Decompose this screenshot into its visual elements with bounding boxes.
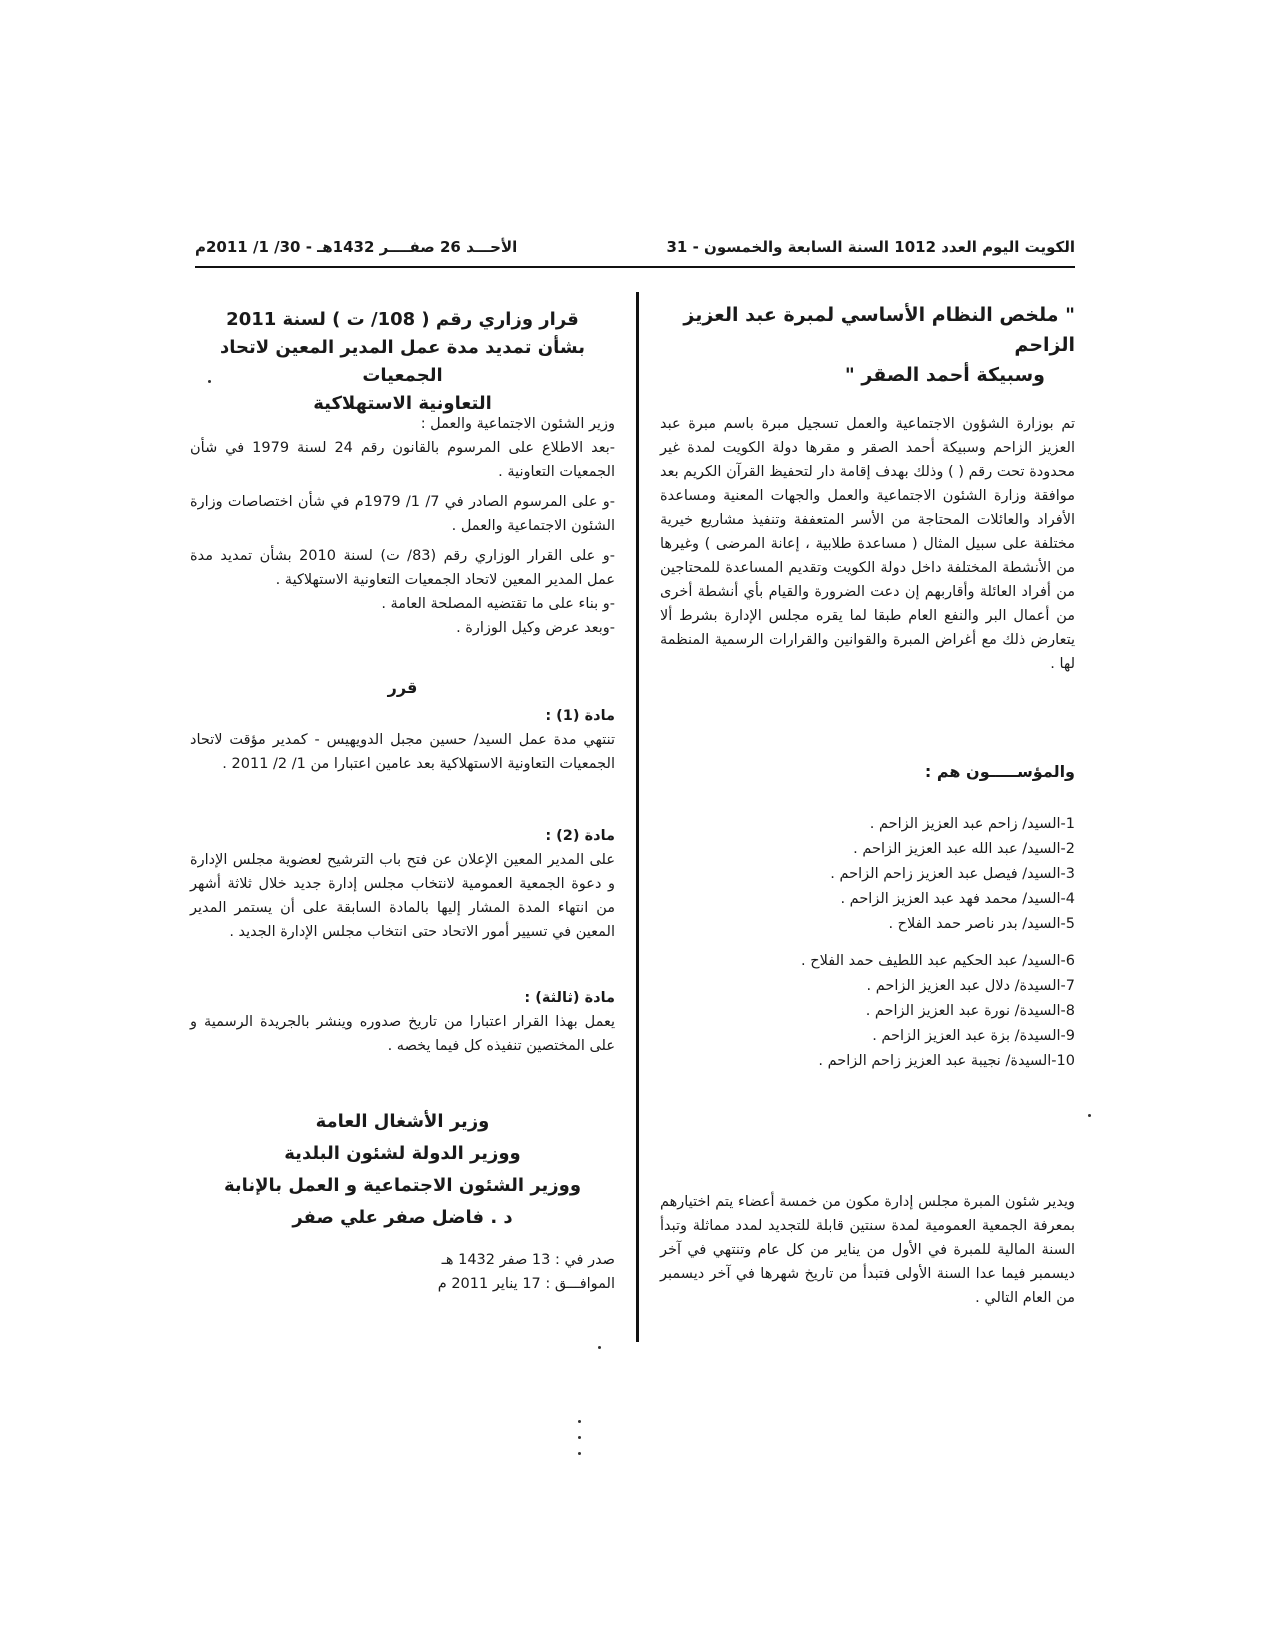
- header-issue-info: الكويت اليوم العدد 1012 السنة السابعة والخمسون - 31: [666, 238, 1075, 256]
- scan-speck: [598, 1346, 601, 1349]
- founder-item: 3-السيد/ فيصل عبد العزيز زاحم الزاحم .: [830, 866, 1075, 882]
- founder-item: 4-السيد/ محمد فهد عبد العزيز الزاحم .: [840, 891, 1075, 907]
- article-1: [190, 704, 615, 776]
- scan-speck: [578, 1452, 581, 1455]
- corresponding-date: الموافـــق : 17 يناير 2011 م: [437, 1276, 615, 1292]
- founders-heading-block: [660, 760, 1075, 784]
- summary-title-line1: " ملخص النظام الأساسي لمبرة عبد العزيز الزاحم: [683, 304, 1075, 356]
- mabarra-summary-title: [660, 300, 1075, 390]
- decree-minister: وزير الشئون الاجتماعية والعمل :: [420, 416, 615, 432]
- article-3-text: يعمل بهذا القرار اعتبارا من تاريخ صدوره وينشر بالجريدة الرسمية و على المختصين تنفيذه كل فيما يخصه .: [190, 1014, 615, 1054]
- scan-speck: [1088, 1114, 1091, 1117]
- decree-decides: [190, 676, 615, 700]
- preamble-item: -و بناء على ما تقتضيه المصلحة العامة .: [381, 596, 615, 612]
- article-1-text: تنتهي مدة عمل السيد/ حسين مجبل الدويهيس - كمدير مؤقت لاتحاد الجمعيات التعاونية الاستهلاكية بعد عامين اعتبارا من 1/ 2/ 2011 .: [190, 732, 615, 772]
- signature-line: د . فاضل صفر علي صفر: [292, 1207, 513, 1228]
- article-2-text: على المدير المعين الإعلان عن فتح باب الترشيح لعضوية مجلس الإدارة و دعوة الجمعية العمومية لانتخاب مجلس إدارة جديد خلال ثلاثة أشهر من انتهاء المدة المشار إليها بالمادة السابقة على أن يستمر المدير المعين في تسيير أمور الاتحاد حتى انتخاب مجلس الإدارة الجديد .: [190, 852, 615, 940]
- founders-list: [660, 812, 1075, 1074]
- founders-heading: والمؤســـــون هم :: [924, 762, 1075, 781]
- decree-title-line2: بشأن تمديد مدة عمل المدير المعين لاتحاد الجمعيات: [220, 337, 585, 386]
- decree-title-line3: التعاونية الاستهلاكية: [313, 393, 492, 414]
- summary-title-line2: وسبيكة أحمد الصقر ": [844, 364, 1045, 386]
- decides-heading: قرر: [387, 678, 418, 697]
- preamble-item: -و على المرسوم الصادر في 7/ 1/ 1979م في شأن اختصاصات وزارة الشئون الاجتماعية والعمل .: [190, 494, 615, 534]
- article-1-title: مادة (1) :: [545, 708, 615, 724]
- founder-item: 9-السيدة/ بزة عبد العزيز الزاحم .: [872, 1028, 1075, 1044]
- mabarra-closing: [660, 1190, 1075, 1310]
- founder-item: 8-السيدة/ نورة عبد العزيز الزاحم .: [865, 1003, 1075, 1019]
- scan-speck: [578, 1436, 581, 1439]
- signature-line: ووزير الدولة لشئون البلدية: [284, 1143, 521, 1164]
- mabarra-summary-body: [660, 412, 1075, 676]
- summary-body-text: تم بوزارة الشؤون الاجتماعية والعمل تسجيل مبرة باسم مبرة عبد العزيز الزاحم وسبيكة أحمد الصقر و مقرها دولة الكويت لمدة غير محدودة تحت رقم ( ) وذلك بهدف إقامة دار لتحفيظ القرآن الكريم بعد موافقة وزارة الشئون الاجتماعية والعمل والجهات المعنية ومساعدة الأفراد والعائلات المحتاجة من الأسر المتعففة وتنفيذ مشاريع خيرية مختلفة على سبيل المثال ( مساعدة طلابية ، إعانة المرضى ) وغيرها من الأنشطة المختلفة داخل دولة الكويت وتقديم المساعدة للمحتاجين من أفراد العائلة وأقاربهم إن دعت الضرورة والقيام بأي أنشطة أخرى من أعمال البر والنفع العام طبقا لما يقره مجلس الإدارة بشرط ألا يتعارض ذلك مع أغراض المبرة والقوانين والقرارات الرسمية المنظمة لها .: [660, 416, 1075, 672]
- article-3: [190, 986, 615, 1058]
- founder-item: 6-السيد/ عبد الحكيم عبد اللطيف حمد الفلاح .: [801, 953, 1075, 969]
- preamble-item: -و على القرار الوزاري رقم (83/ ت) لسنة 2010 بشأن تمديد مدة عمل المدير المعين لاتحاد الجمعيات التعاونية الاستهلاكية .: [190, 548, 615, 588]
- signature-line: وزير الأشغال العامة: [315, 1111, 490, 1132]
- closing-text: ويدير شئون المبرة مجلس إدارة مكون من خمسة أعضاء يتم اختيارهم بمعرفة الجمعية العمومية لمدة سنتين قابلة للتجديد لمدد مماثلة وتبدأ السنة المالية للمبرة في الأول من يناير من كل عام وتنتهي في آخر ديسمبر فيما عدا السنة الأولى فتبدأ من تاريخ شهرها في آخر ديسمبر من العام التالي .: [660, 1194, 1075, 1306]
- article-2-title: مادة (2) :: [545, 828, 615, 844]
- preamble-item: -بعد الاطلاع على المرسوم بالقانون رقم 24 لسنة 1979 في شأن الجمعيات التعاونية .: [190, 440, 615, 480]
- page-header: [195, 232, 1075, 268]
- header-date: الأحـــد 26 صفــــر 1432هـ - 30/ 1/ 2011م: [195, 238, 518, 256]
- article-3-title: مادة (ثالثة) :: [524, 990, 615, 1006]
- preamble-item: -وبعد عرض وكيل الوزارة .: [456, 620, 615, 636]
- founder-item: 1-السيد/ زاحم عبد العزيز الزاحم .: [869, 816, 1075, 832]
- founder-item: 5-السيد/ بدر ناصر حمد الفلاح .: [888, 916, 1075, 932]
- decree-title: [190, 306, 615, 418]
- signature-line: ووزير الشئون الاجتماعية و العمل بالإنابة: [223, 1175, 582, 1196]
- founder-item: 10-السيدة/ نجيبة عبد العزيز زاحم الزاحم .: [818, 1053, 1075, 1069]
- decree-preamble: [190, 412, 615, 640]
- scan-speck: [208, 380, 211, 383]
- founder-item: 7-السيدة/ دلال عبد العزيز الزاحم .: [866, 978, 1075, 994]
- issued-date: صدر في : 13 صفر 1432 هـ: [441, 1252, 615, 1268]
- decree-title-line1: قرار وزاري رقم ( 108/ ت ) لسنة 2011: [226, 309, 579, 330]
- article-2: [190, 824, 615, 944]
- founder-item: 2-السيد/ عبد الله عبد العزيز الزاحم .: [853, 841, 1075, 857]
- column-divider: [636, 292, 639, 1342]
- issue-date-block: [190, 1248, 615, 1296]
- scan-speck: [578, 1420, 581, 1423]
- signature-block: [190, 1106, 615, 1234]
